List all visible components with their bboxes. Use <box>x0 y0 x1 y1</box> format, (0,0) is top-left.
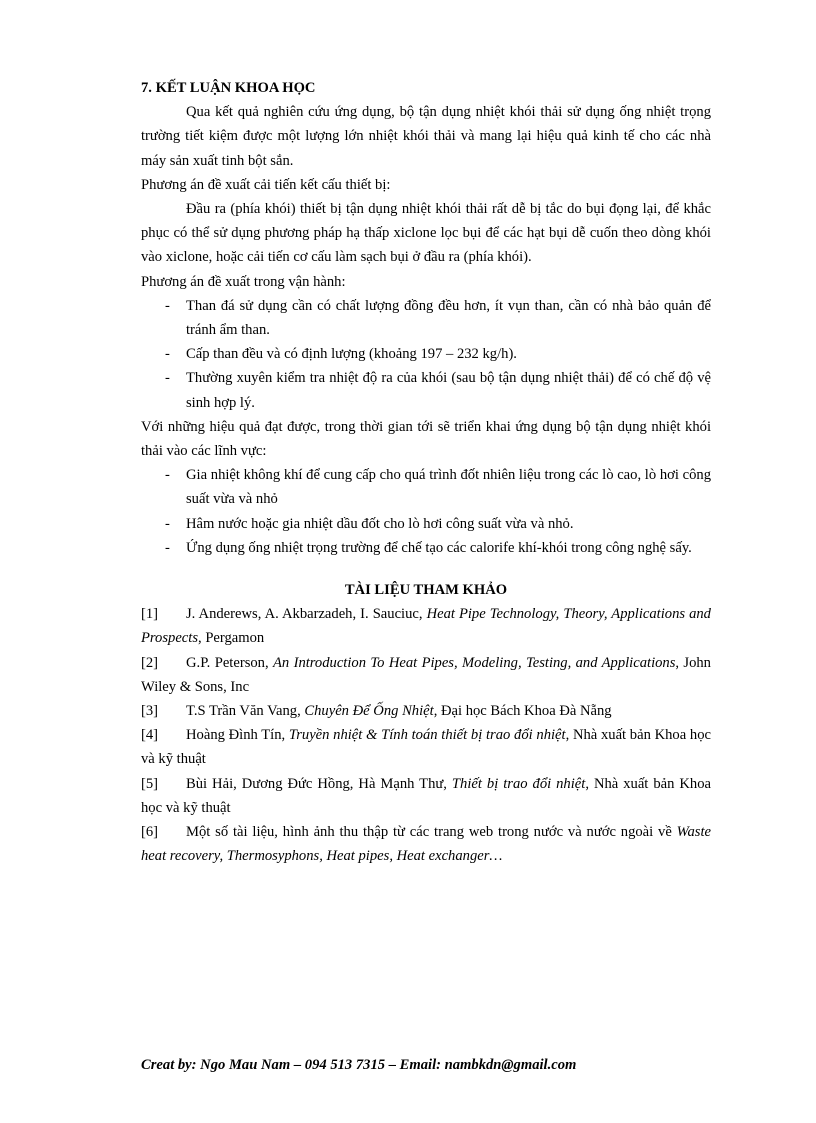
reference-publisher: , Đại học Bách Khoa Đà Nẵng <box>433 703 612 720</box>
dash-mark: - <box>165 370 170 387</box>
dash-mark: - <box>165 515 170 532</box>
document-body <box>141 76 711 869</box>
reference-authors: Một số tài liệu, hình ảnh thu thập từ các trang web trong nước và nước ngoài về <box>186 824 677 841</box>
future-heading: Với những hiệu quả đạt được, trong thời gian tới sẽ triển khai ứng dụng bộ tận dụng nhiệt khói thải vào các lĩnh vực: <box>141 418 711 460</box>
list-item-text: Hâm nước hoặc gia nhiệt dầu đốt cho lò hơi công suất vừa và nhỏ. <box>186 515 574 532</box>
reference-authors: Hoàng Đình Tín, <box>186 727 289 744</box>
future-list <box>141 463 711 560</box>
design-heading: Phương án đề xuất cải tiến kết cấu thiết bị: <box>141 176 391 193</box>
reference-title: Waste heat recovery, Thermosyphons, Heat pipes, Heat exchanger… <box>141 824 711 865</box>
list-item <box>141 366 711 414</box>
reference-item <box>141 820 711 868</box>
page-footer: Creat by: Ngo Mau Nam – 094 513 7315 – Email: nambkdn@gmail.com <box>141 1057 577 1073</box>
list-item <box>141 294 711 342</box>
dash-mark: - <box>165 297 170 314</box>
reference-item <box>141 699 711 723</box>
dash-mark: - <box>165 467 170 484</box>
operation-list <box>141 294 711 415</box>
list-item-text: Gia nhiệt không khí để cung cấp cho quá trình đốt nhiên liệu trong các lò cao, lò hơi công suất vừa và nhỏ <box>186 467 711 508</box>
reference-title: Heat Pipe Technology, Theory, Applications and Prospects <box>141 606 711 647</box>
design-paragraph: Đầu ra (phía khói) thiết bị tận dụng nhiệt khói thải rất dễ bị tắc do bụi đọng lại, để khắc phục có thể sử dụng phương pháp hạ thấp xiclone lọc bụi để các hạt bụi dễ cuốn theo dòng khói vào xiclone, hoặc cải tiến cơ cấu làm sạch bụi ở đầu ra (phía khói). <box>141 201 711 266</box>
reference-item <box>141 651 711 699</box>
dash-mark: - <box>165 539 170 556</box>
reference-authors: J. Anderews, A. Akbarzadeh, I. Sauciuc, <box>186 606 427 623</box>
reference-number: [4] <box>141 727 159 744</box>
reference-publisher: , John Wiley & Sons, Inc <box>141 654 711 695</box>
reference-item <box>141 602 711 650</box>
list-item <box>141 463 711 511</box>
operation-heading: Phương án đề xuất trong vận hành: <box>141 273 346 290</box>
reference-item <box>141 772 711 820</box>
reference-authors: Bùi Hải, Dương Đức Hồng, Hà Mạnh Thư, <box>186 775 452 792</box>
intro-paragraph: Qua kết quả nghiên cứu ứng dụng, bộ tận dụng nhiệt khói thải sử dụng ống nhiệt trọng trường tiết kiệm được một lượng lớn nhiệt khói thải và mang lại hiệu quả kinh tế cho các nhà máy sản xuất tinh bột sắn. <box>141 104 711 169</box>
reference-publisher: , Pergamon <box>198 630 265 647</box>
reference-authors: T.S Trần Văn Vang, <box>186 703 305 720</box>
reference-number: [5] <box>141 775 159 792</box>
reference-title: Chuyên Để Ống Nhiệt <box>304 703 434 720</box>
list-item-text: Cấp than đều và có định lượng (khoảng 197 – 232 kg/h). <box>186 346 517 363</box>
list-item-text: Thường xuyên kiểm tra nhiệt độ ra của khói (sau bộ tận dụng nhiệt thải) để có chế độ vệ sinh hợp lý. <box>186 370 711 411</box>
reference-title: An Introduction To Heat Pipes, Modeling, Testing, and Applications <box>273 654 676 671</box>
section-title: 7. KẾT LUẬN KHOA HỌC <box>141 80 316 96</box>
list-item <box>141 536 711 560</box>
list-item-text: Than đá sử dụng cần có chất lượng đồng đều hơn, ít vụn than, cần có nhà bảo quản để tránh ẩm than. <box>186 297 711 339</box>
reference-title: Truyền nhiệt & Tính toán thiết bị trao đổi nhiệt <box>288 727 566 744</box>
reference-publisher: , Nhà xuất bản Khoa học và kỹ thuật <box>141 727 711 768</box>
reference-publisher: , Nhà xuất bản Khoa học và kỹ thuật <box>141 775 711 816</box>
references-title: TÀI LIỆU THAM KHẢO <box>344 582 508 599</box>
list-item-text: Ứng dụng ống nhiệt trọng trường để chế tạo các calorife khí-khói trong công nghệ sấy. <box>186 539 692 556</box>
reference-authors: G.P. Peterson, <box>186 654 273 671</box>
list-item <box>141 512 711 536</box>
reference-item <box>141 723 711 771</box>
list-item <box>141 342 711 366</box>
reference-number: [1] <box>141 606 159 623</box>
reference-title: Thiết bị trao đổi nhiệt <box>451 775 586 792</box>
dash-mark: - <box>165 346 170 363</box>
reference-number: [6] <box>141 824 159 841</box>
reference-number: [3] <box>141 703 159 720</box>
reference-number: [2] <box>141 654 159 671</box>
